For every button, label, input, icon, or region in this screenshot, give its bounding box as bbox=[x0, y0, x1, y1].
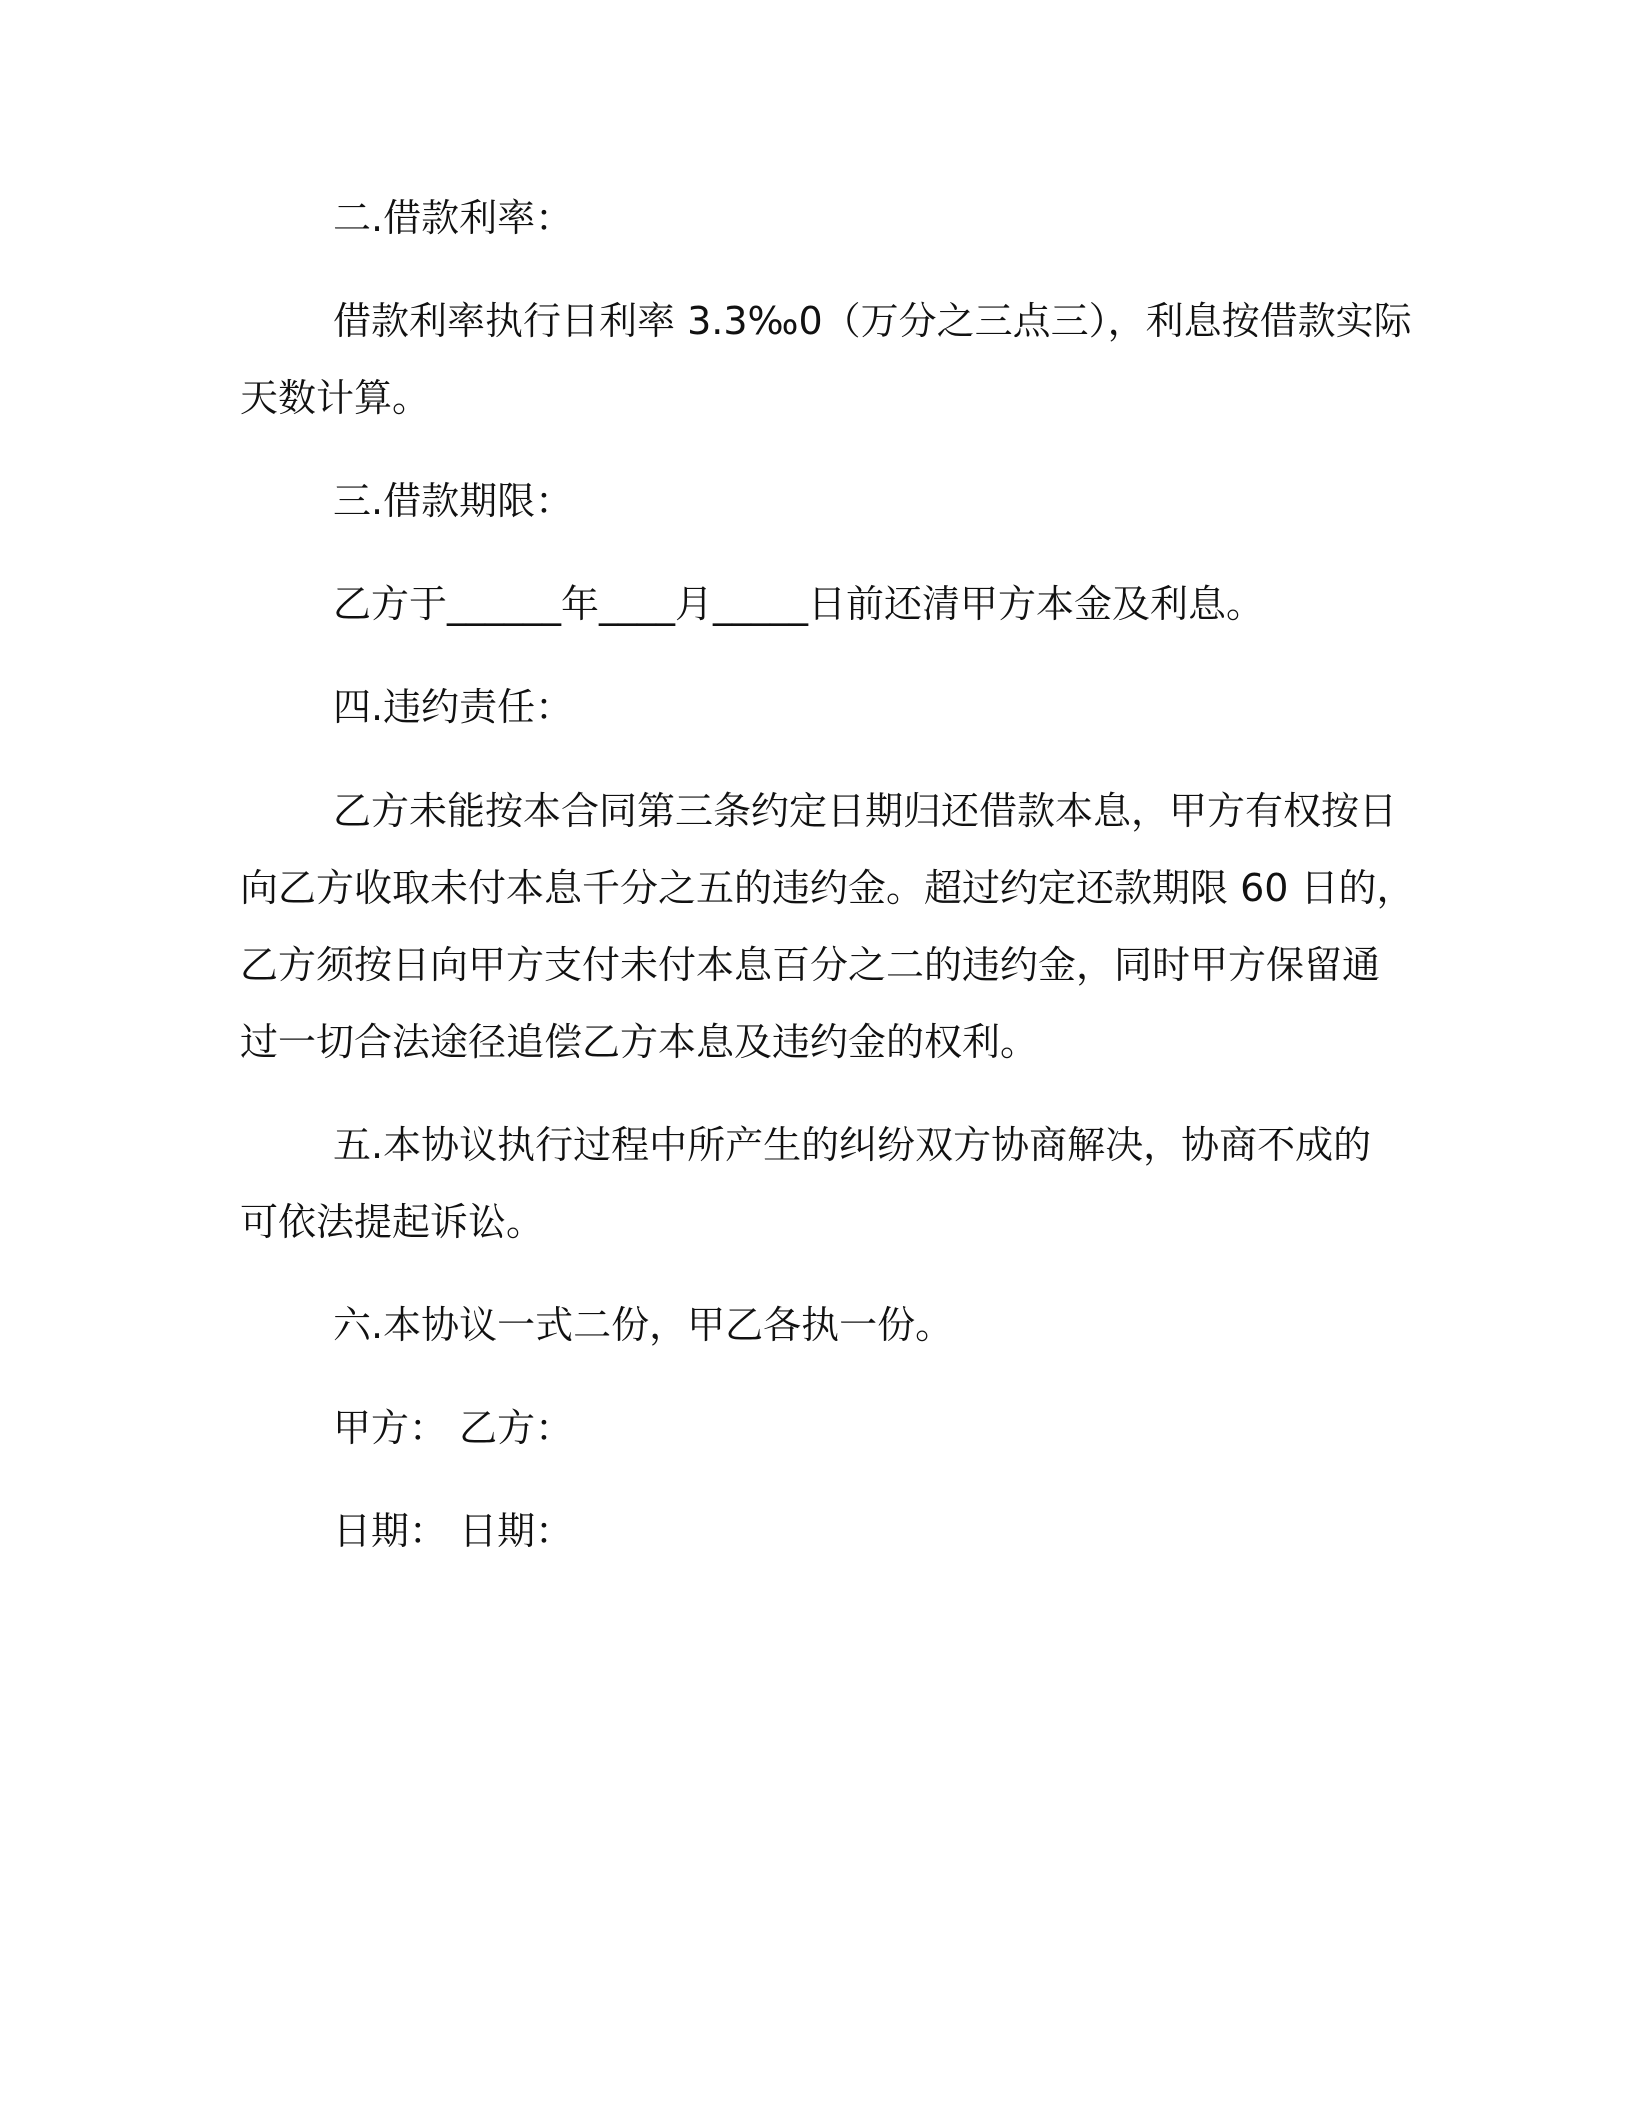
parties-signature-line: 甲方： 乙方： bbox=[333, 1406, 574, 1450]
interest-rate-body-line-1: 借款利率执行日利率 3.3‰0（万分之三点三），利息按借款实际 bbox=[333, 299, 1412, 343]
liability-heading: 四.违约责任： bbox=[333, 685, 574, 729]
interest-rate-body-line-2: 天数计算。 bbox=[240, 376, 431, 420]
term-body: 乙方于______年____月_____日前还清甲方本金及利息。 bbox=[333, 582, 1265, 626]
liability-body-line-1: 乙方未能按本合同第三条约定日期归还借款本息，甲方有权按日 bbox=[333, 789, 1398, 833]
interest-rate-heading: 二.借款利率： bbox=[333, 196, 574, 240]
dispute-clause-line-1: 五.本协议执行过程中所产生的纠纷双方协商解决，协商不成的 bbox=[333, 1123, 1372, 1167]
term-heading: 三.借款期限： bbox=[333, 479, 574, 523]
liability-body-line-3: 乙方须按日向甲方支付未付本息百分之二的违约金，同时甲方保留通 bbox=[240, 943, 1381, 987]
copies-clause: 六.本协议一式二份，甲乙各执一份。 bbox=[333, 1303, 954, 1347]
liability-body-line-4: 过一切合法途径追偿乙方本息及违约金的权利。 bbox=[240, 1020, 1039, 1064]
dates-signature-line: 日期： 日期： bbox=[333, 1509, 574, 1553]
liability-body-line-2: 向乙方收取未付本息千分之五的违约金。超过约定还款期限 60 日的， bbox=[240, 866, 1415, 910]
dispute-clause-line-2: 可依法提起诉讼。 bbox=[240, 1200, 545, 1244]
